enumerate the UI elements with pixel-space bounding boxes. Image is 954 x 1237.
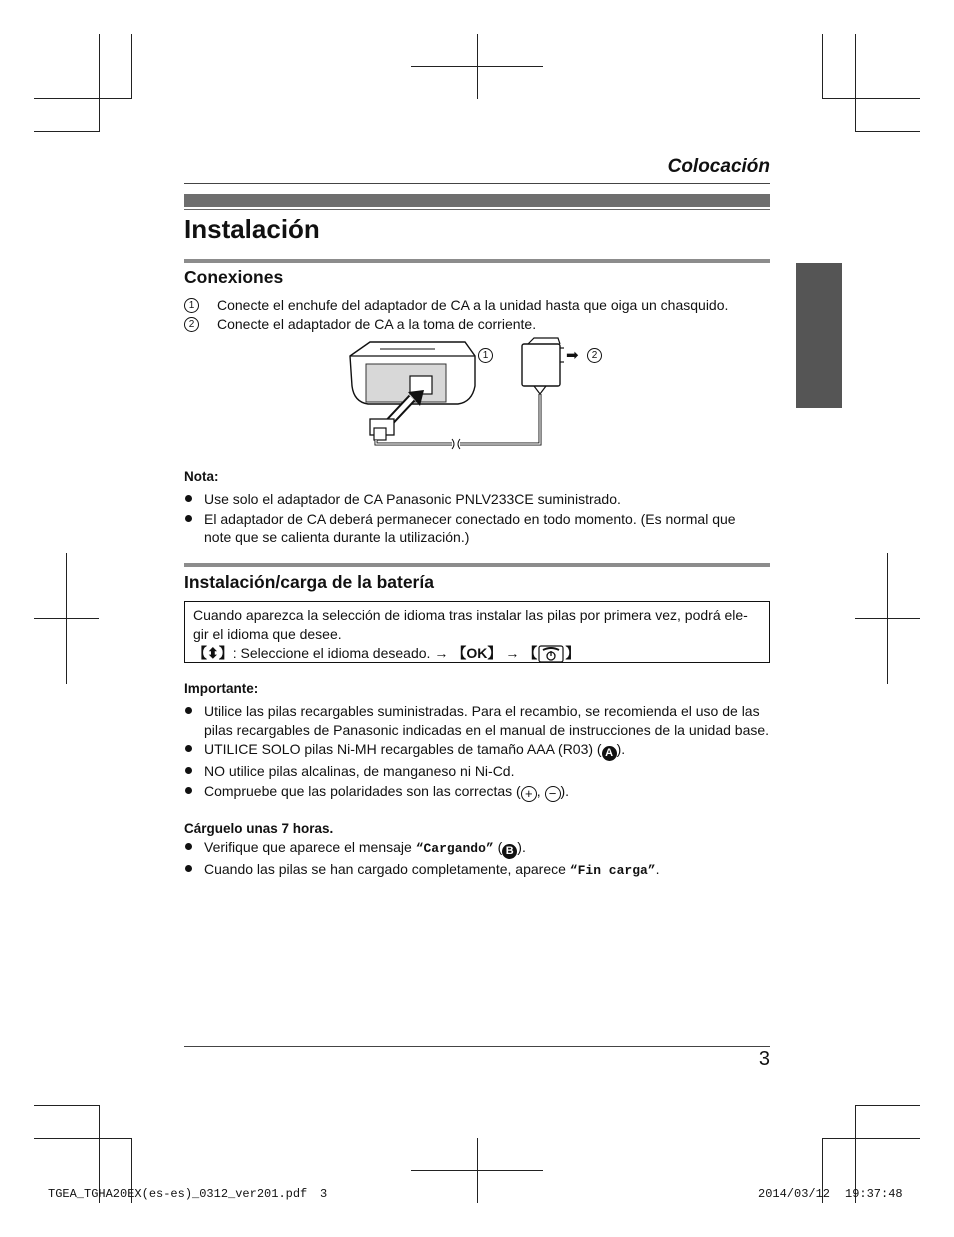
list-item: El adaptador de CA deberá permanecer conectado en todo momento. (Es normal que note que se calienta durante la utilización.): [184, 510, 754, 547]
step-text: Conecte el adaptador de CA a la toma de corriente.: [217, 316, 537, 332]
step-number: 2: [184, 317, 199, 332]
bullet-icon: [185, 745, 192, 752]
footer-rule: [184, 1046, 770, 1047]
language-box-text: Cuando aparezca la selección de idioma tras instalar las pilas por primera vez, podrá ele-gir el idioma que desee.: [193, 607, 748, 642]
language-box-instruction: [193, 644, 761, 663]
bullet-icon: [185, 865, 192, 872]
list-item: Compruebe que las polaridades son las correctas ( + , − ).: [184, 782, 774, 802]
updown-key-icon: 【⬍】: [193, 645, 233, 661]
bullet-icon: [185, 515, 192, 522]
instruction-text: : Seleccione el idioma deseado.: [232, 645, 431, 661]
page-title: Instalación: [184, 214, 320, 244]
arrow-icon: ➡: [566, 347, 579, 364]
off-key-icon: [538, 645, 564, 663]
list-item: Utilice las pilas recargables suministradas. Para el recambio, se recomienda el uso de las pilas recargables de Panasonic indicadas en el manual de instrucciones de la unidad base.: [184, 702, 774, 739]
step-number: 1: [184, 298, 199, 313]
letter-b-icon: B: [502, 844, 517, 859]
key-bracket-close: 】: [565, 645, 580, 661]
minus-polarity-icon: −: [545, 786, 561, 802]
figure-label-unit: 1: [478, 348, 493, 363]
side-tab: [796, 263, 842, 408]
note-label: Nota:: [184, 469, 219, 484]
connection-step-1: [184, 297, 728, 313]
running-header: Colocación: [667, 156, 770, 177]
title-bar-rule: [184, 209, 770, 210]
bullet-icon: [185, 707, 192, 714]
plus-polarity-icon: +: [521, 786, 537, 802]
battery-rule: [184, 563, 770, 567]
list-item: Use solo el adaptador de CA Panasonic PNLV233CE suministrado.: [184, 490, 754, 509]
figure-label-outlet: 2: [587, 348, 602, 363]
list-item: NO utilice pilas alcalinas, de manganeso ni Ni-Cd.: [184, 762, 774, 781]
bullet-icon: [185, 767, 192, 774]
important-label: Importante:: [184, 681, 259, 696]
print-slug-sheet: 3: [320, 1187, 328, 1201]
connections-heading: Conexiones: [184, 267, 284, 287]
letter-a-icon: A: [602, 746, 617, 761]
page-number: 3: [758, 1048, 770, 1070]
charge-label: Cárguelo unas 7 horas.: [184, 821, 334, 836]
arrow-icon: →: [434, 645, 449, 661]
title-bar: [184, 194, 770, 207]
print-slug-date: 2014/03/12: [758, 1187, 831, 1201]
note-list: [184, 490, 754, 548]
display-message: “Cargando”: [415, 841, 494, 856]
ok-key: 【OK】: [452, 645, 502, 661]
header-rule: [184, 183, 770, 184]
bullet-icon: [185, 787, 192, 794]
display-message: “Fin carga”: [569, 863, 656, 878]
key-bracket-open: 【: [523, 645, 538, 661]
bullet-icon: [185, 843, 192, 850]
arrow-icon: →: [505, 645, 520, 661]
battery-heading: Instalación/carga de la batería: [184, 572, 434, 592]
list-item: UTILICE SOLO pilas Ni-MH recargables de tamaño AAA (R03) ( A ).: [184, 740, 774, 761]
bullet-icon: [185, 495, 192, 502]
step-text: Conecte el enchufe del adaptador de CA a la unidad hasta que oiga un chasquido.: [217, 297, 729, 313]
connections-rule: [184, 259, 770, 263]
important-list: [184, 702, 774, 803]
language-box: [184, 601, 770, 663]
charge-list: [184, 838, 774, 882]
print-slug-time: 19:37:48: [845, 1187, 903, 1201]
connection-step-2: [184, 316, 536, 332]
print-slug-filename: TGEA_TGHA20EX(es-es)_0312_ver201.pdf: [48, 1187, 308, 1201]
list-item: Verifique que aparece el mensaje “Cargando” ( B ).: [184, 838, 774, 859]
list-item: Cuando las pilas se han cargado completamente, aparece “Fin carga”.: [184, 860, 774, 881]
